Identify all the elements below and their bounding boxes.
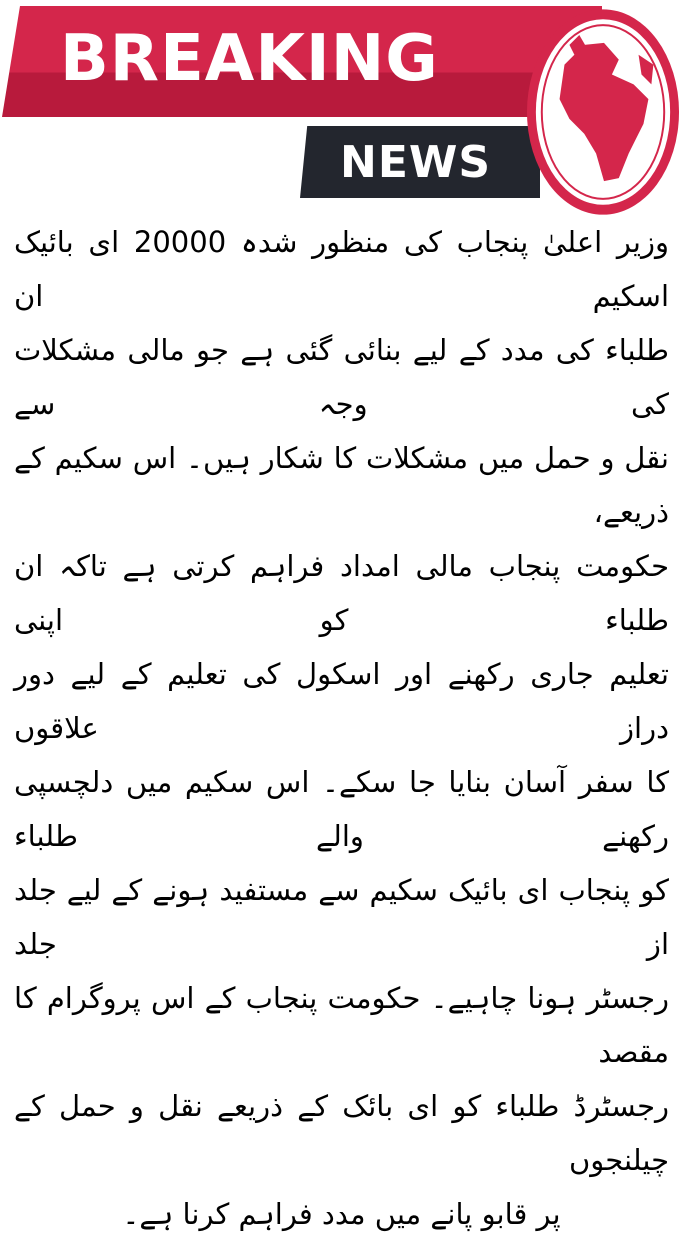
article-line: تعلیم جاری رکھنے اور اسکول کی تعلیم کے لیے دور دراز علاقوں [14, 657, 669, 745]
news-label: NEWS [340, 137, 492, 188]
article-line: وزیر اعلیٰ پنجاب کی منظور شدہ 20000 ای بائیک اسکیم ان [14, 225, 669, 313]
article-body [14, 215, 669, 1241]
article-line: کا سفر آسان بنایا جا سکے۔ اس سکیم میں دلچسپی رکھنے والے طلباء [14, 765, 669, 853]
article-line: پر قابو پانے میں مدد فراہم کرنا ہے۔ [122, 1197, 561, 1231]
globe-icon [525, 4, 681, 220]
article-line: رجسٹرڈ طلباء کو ای بائک کے ذریعے نقل و حمل کے چیلنجوں [14, 1089, 669, 1177]
breaking-news-banner [0, 0, 683, 225]
article-line: رجسٹر ہونا چاہیے۔ حکومت پنجاب کے اس پروگرام کا مقصد [14, 981, 669, 1069]
article-line: طلباء کی مدد کے لیے بنائی گئی ہے جو مالی مشکلات کی وجہ سے [14, 333, 669, 421]
article-line: حکومت پنجاب مالی امداد فراہم کرتی ہے تاکہ ان طلباء کو اپنی [14, 549, 669, 637]
article-line: نقل و حمل میں مشکلات کا شکار ہیں۔ اس سکیم کے ذریعے، [14, 441, 669, 529]
breaking-label: BREAKING [60, 22, 439, 96]
article-line: کو پنجاب ای بائیک سکیم سے مستفید ہونے کے لیے جلد از جلد [14, 873, 669, 961]
